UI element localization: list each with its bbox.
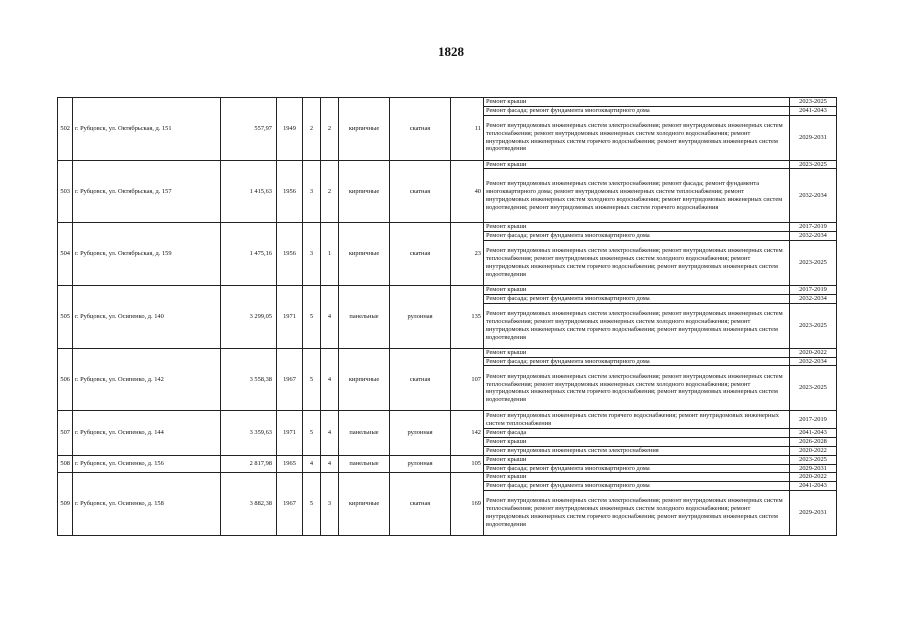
work-period: 2017-2019 xyxy=(790,411,837,429)
house-area: 2 817,98 xyxy=(221,455,277,473)
floor-count: 4 xyxy=(303,455,321,473)
work-period: 2017-2019 xyxy=(790,223,837,232)
wall-material: кирпичные xyxy=(339,98,390,161)
house-address: г. Рубцовск, ул. Осипенко, д. 140 xyxy=(73,286,221,349)
row-number: 504 xyxy=(58,223,73,286)
work-period: 2023-2025 xyxy=(790,241,837,286)
entrance-count: 4 xyxy=(321,455,339,473)
row-number: 505 xyxy=(58,286,73,349)
page-number: 1828 xyxy=(438,44,464,59)
resident-count: 169 xyxy=(451,473,484,536)
entrance-count: 2 xyxy=(321,98,339,161)
house-address: г. Рубцовск, ул. Октябрьская, д. 157 xyxy=(73,160,221,223)
wall-material: кирпичные xyxy=(339,473,390,536)
work-period: 2020-2022 xyxy=(790,348,837,357)
resident-count: 40 xyxy=(451,160,484,223)
house-area: 1 475,16 xyxy=(221,223,277,286)
floor-count: 5 xyxy=(303,411,321,455)
work-description: Ремонт фасада xyxy=(484,429,790,438)
table-row xyxy=(58,286,837,295)
work-description: Ремонт внутридомовых инженерных систем электроснабжения; ремонт внутридомовых инженерных систем теплоснабжения; ремонт внутридомовых инженерных систем холодного водоснабжения; ремонт внутридомовых инженерных систем горячего водоснабжения; ремонт внутридомовых инженерных систем водоотведения xyxy=(484,491,790,536)
work-description: Ремонт внутридомовых инженерных систем электроснабжения; ремонт внутридомовых инженерных систем теплоснабжения; ремонт внутридомовых инженерных систем холодного водоснабжения; ремонт внутридомовых инженерных систем горячего водоснабжения; ремонт внутридомовых инженерных систем водоотведения xyxy=(484,115,790,160)
entrance-count: 4 xyxy=(321,348,339,411)
build-year: 1956 xyxy=(277,223,303,286)
work-period: 2029-2031 xyxy=(790,491,837,536)
work-description: Ремонт крыши xyxy=(484,348,790,357)
resident-count: 105 xyxy=(451,455,484,473)
table-row xyxy=(58,473,837,482)
house-area: 3 359,63 xyxy=(221,411,277,455)
resident-count: 107 xyxy=(451,348,484,411)
work-period: 2023-2025 xyxy=(790,160,837,169)
work-description: Ремонт внутридомовых инженерных систем электроснабжения; ремонт внутридомовых инженерных систем теплоснабжения; ремонт внутридомовых инженерных систем холодного водоснабжения; ремонт внутридомовых инженерных систем горячего водоснабжения; ремонт внутридомовых инженерных систем водоотведения xyxy=(484,366,790,411)
entrance-count: 4 xyxy=(321,286,339,349)
house-area: 557,97 xyxy=(221,98,277,161)
wall-material: панельные xyxy=(339,286,390,349)
wall-material: панельные xyxy=(339,455,390,473)
work-description: Ремонт внутридомовых инженерных систем электроснабжения; ремонт внутридомовых инженерных систем теплоснабжения; ремонт внутридомовых инженерных систем холодного водоснабжения; ремонт внутридомовых инженерных систем горячего водоснабжения; ремонт внутридомовых инженерных систем водоотведения xyxy=(484,303,790,348)
floor-count: 5 xyxy=(303,473,321,536)
work-description: Ремонт крыши xyxy=(484,438,790,447)
house-address: г. Рубцовск, ул. Октябрьская, д. 151 xyxy=(73,98,221,161)
work-description: Ремонт внутридомовых инженерных систем электроснабжения; ремонт внутридомовых инженерных систем теплоснабжения; ремонт внутридомовых инженерных систем холодного водоснабжения; ремонт внутридомовых инженерных систем горячего водоснабжения; ремонт внутридомовых инженерных систем водоотведения xyxy=(484,241,790,286)
roof-type: рулонная xyxy=(390,455,451,473)
wall-material: панельные xyxy=(339,411,390,455)
entrance-count: 3 xyxy=(321,473,339,536)
house-address: г. Рубцовск, ул. Осипенко, д. 144 xyxy=(73,411,221,455)
work-description: Ремонт крыши xyxy=(484,473,790,482)
work-period: 2023-2025 xyxy=(790,98,837,107)
work-period: 2032-2034 xyxy=(790,294,837,303)
resident-count: 135 xyxy=(451,286,484,349)
work-description: Ремонт фасада; ремонт фундамента многоквартирного дома xyxy=(484,357,790,366)
work-period: 2041-2043 xyxy=(790,482,837,491)
work-period: 2041-2043 xyxy=(790,429,837,438)
row-number: 502 xyxy=(58,98,73,161)
work-period: 2032-2034 xyxy=(790,169,837,223)
entrance-count: 4 xyxy=(321,411,339,455)
build-year: 1965 xyxy=(277,455,303,473)
roof-type: рулонная xyxy=(390,411,451,455)
row-number: 506 xyxy=(58,348,73,411)
entrance-count: 1 xyxy=(321,223,339,286)
resident-count: 142 xyxy=(451,411,484,455)
entrance-count: 2 xyxy=(321,160,339,223)
roof-type: скатная xyxy=(390,348,451,411)
work-description: Ремонт крыши xyxy=(484,160,790,169)
work-period: 2032-2034 xyxy=(790,232,837,241)
resident-count: 23 xyxy=(451,223,484,286)
table-row xyxy=(58,223,837,232)
work-description: Ремонт крыши xyxy=(484,98,790,107)
work-period: 2023-2025 xyxy=(790,366,837,411)
work-period: 2041-2043 xyxy=(790,106,837,115)
work-description: Ремонт крыши xyxy=(484,455,790,464)
build-year: 1949 xyxy=(277,98,303,161)
house-address: г. Рубцовск, ул. Октябрьская, д. 159 xyxy=(73,223,221,286)
table-row xyxy=(58,455,837,464)
work-description: Ремонт фасада; ремонт фундамента многоквартирного дома xyxy=(484,106,790,115)
floor-count: 5 xyxy=(303,286,321,349)
work-description: Ремонт внутридомовых инженерных систем электроснабжения; ремонт фасада; ремонт фундамента многоквартирного дома; ремонт внутридомовых инженерных систем теплоснабжения; ремонт внутридомовых инженерных систем холодного водоснабжения; ремонт внутридомовых инженерных систем водоотведения; ремонт внутридомовых инженерных систем горячего водоснабжения xyxy=(484,169,790,223)
house-address: г. Рубцовск, ул. Осипенко, д. 156 xyxy=(73,455,221,473)
build-year: 1971 xyxy=(277,286,303,349)
work-description: Ремонт крыши xyxy=(484,286,790,295)
row-number: 509 xyxy=(58,473,73,536)
roof-type: скатная xyxy=(390,223,451,286)
floor-count: 3 xyxy=(303,160,321,223)
work-period: 2017-2019 xyxy=(790,286,837,295)
work-description: Ремонт внутридомовых инженерных систем электроснабжения xyxy=(484,446,790,455)
roof-type: скатная xyxy=(390,160,451,223)
resident-count: 11 xyxy=(451,98,484,161)
table-row xyxy=(58,98,837,107)
floor-count: 3 xyxy=(303,223,321,286)
house-area: 3 558,38 xyxy=(221,348,277,411)
work-period: 2023-2025 xyxy=(790,303,837,348)
table-row xyxy=(58,411,837,429)
work-period: 2032-2034 xyxy=(790,357,837,366)
build-year: 1967 xyxy=(277,348,303,411)
work-description: Ремонт крыши xyxy=(484,223,790,232)
house-area: 3 882,38 xyxy=(221,473,277,536)
work-period: 2026-2028 xyxy=(790,438,837,447)
work-description: Ремонт фасада; ремонт фундамента многоквартирного дома xyxy=(484,482,790,491)
wall-material: кирпичные xyxy=(339,223,390,286)
work-description: Ремонт фасада; ремонт фундамента многоквартирного дома xyxy=(484,464,790,473)
table-row xyxy=(58,160,837,169)
repair-schedule-table xyxy=(57,97,837,536)
build-year: 1971 xyxy=(277,411,303,455)
floor-count: 2 xyxy=(303,98,321,161)
work-period: 2020-2022 xyxy=(790,446,837,455)
work-period: 2020-2022 xyxy=(790,473,837,482)
table-row xyxy=(58,348,837,357)
wall-material: кирпичные xyxy=(339,160,390,223)
row-number: 508 xyxy=(58,455,73,473)
work-period: 2029-2031 xyxy=(790,115,837,160)
house-address: г. Рубцовск, ул. Осипенко, д. 158 xyxy=(73,473,221,536)
house-area: 3 299,05 xyxy=(221,286,277,349)
roof-type: рулонная xyxy=(390,286,451,349)
build-year: 1956 xyxy=(277,160,303,223)
roof-type: скатная xyxy=(390,98,451,161)
roof-type: скатная xyxy=(390,473,451,536)
work-description: Ремонт внутридомовых инженерных систем горячего водоснабжения; ремонт внутридомовых инженерных систем теплоснабжения xyxy=(484,411,790,429)
house-area: 1 415,63 xyxy=(221,160,277,223)
house-address: г. Рубцовск, ул. Осипенко, д. 142 xyxy=(73,348,221,411)
build-year: 1967 xyxy=(277,473,303,536)
floor-count: 5 xyxy=(303,348,321,411)
row-number: 507 xyxy=(58,411,73,455)
work-description: Ремонт фасада; ремонт фундамента многоквартирного дома xyxy=(484,294,790,303)
wall-material: кирпичные xyxy=(339,348,390,411)
work-period: 2023-2025 xyxy=(790,455,837,464)
work-description: Ремонт фасада; ремонт фундамента многоквартирного дома xyxy=(484,232,790,241)
work-period: 2029-2031 xyxy=(790,464,837,473)
row-number: 503 xyxy=(58,160,73,223)
